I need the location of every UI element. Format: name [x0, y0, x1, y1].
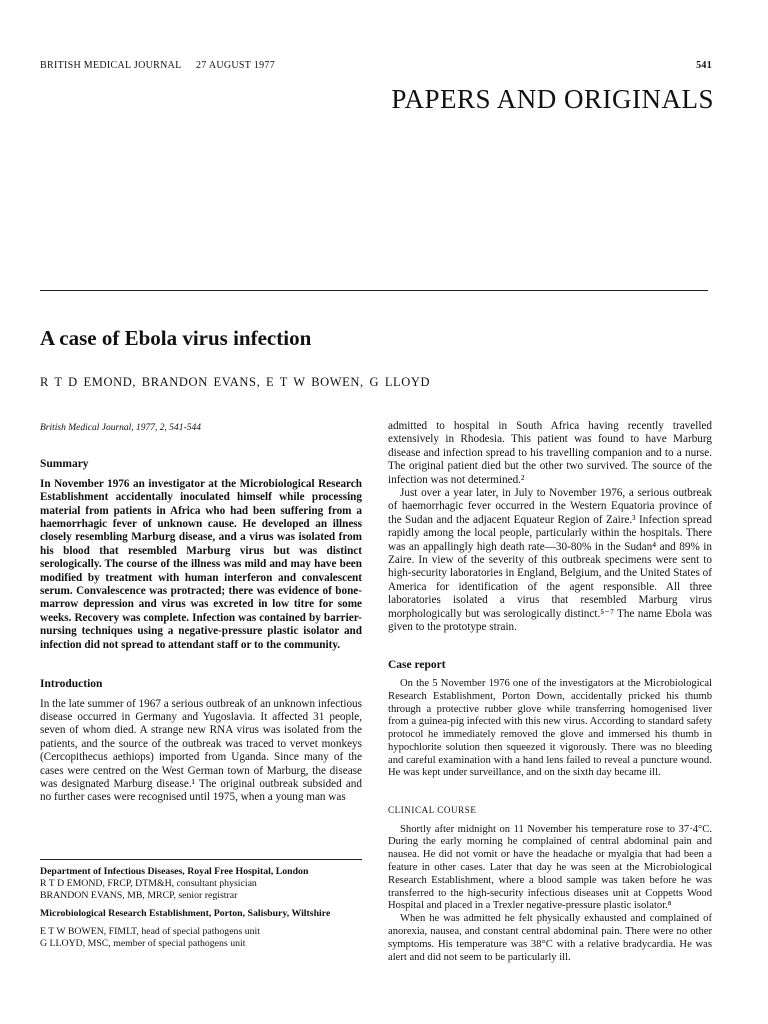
article-title: A case of Ebola virus infection [40, 326, 312, 350]
affiliations [40, 859, 362, 950]
right-column [388, 420, 712, 964]
issue-date: 27 AUGUST 1977 [196, 60, 276, 71]
introduction-para-1-continued: admitted to hospital in South Africa having recently travelled extensively in Rhodesia. This patient was found to have Marburg disease and infection spread to his travelling companion and to a nurse. The original patient died but the other two survived. The source of the infection was not determined.² [388, 420, 712, 486]
affiliation-author-3: E T W BOWEN, FIMLT, head of special pathogens unit [40, 926, 260, 937]
clinical-course-heading: CLINICAL COURSE [388, 805, 477, 816]
page-number: 541 [696, 60, 712, 71]
introduction-para-1: In the late summer of 1967 a serious outbreak of an unknown infectious disease occurred in Germany and Yugoslavia. It affected 31 people, seven of whom died. A strange new RNA virus was isolated from the patients, and the source of the outbreak was traced to vervet monkeys (Cercopithecus aethiops) imported from Uganda. Since many of the cases were centred on the West German town of Marburg, the disease was designated Marburg disease.¹ The original outbreak subsided and no further cases were recognised until 1975, when a young man was [40, 697, 362, 804]
clinical-course-para-1: Shortly after midnight on 11 November his temperature rose to 37·4°C. During the early morning he complained of central abdominal pain and nausea. He did not vomit or have the headache or myalgia that had been a feature in other cases. Later that day he was seen at the Microbiological Research Establishment, where a blood sample was taken before he was transferred to the high-security infectious diseases unit at Coppetts Wood Hospital and placed in a Trexler negative-pressure plastic isolator.⁸ [388, 823, 712, 912]
case-report-text: On the 5 November 1976 one of the investigators at the Microbiological Research Establishment, Porton Down, accidentally pricked his thumb through a protective rubber glove while transferring homogenised liver from a guinea-pig infected with this new virus. According to standard safety protocol he immediately removed the glove and immersed his thumb in hypochlorite solution then squeezed it vigorously. There was no bleeding and careful examination with a hand lens failed to reveal a puncture wound. He was kept under surveillance, and on the sixth day became ill. [388, 677, 712, 779]
journal-name: BRITISH MEDICAL JOURNAL [40, 60, 182, 71]
title-divider [40, 290, 708, 291]
section-title: PAPERS AND ORIGINALS [391, 84, 714, 114]
left-column [40, 422, 362, 805]
author-list: R T D EMOND, BRANDON EVANS, E T W BOWEN, G LLOYD [40, 375, 431, 389]
citation: British Medical Journal, 1977, 2, 541-544 [40, 423, 201, 433]
affiliation-author-4: G LLOYD, MSC, member of special pathogens unit [40, 938, 246, 949]
case-report-heading: Case report [388, 658, 446, 671]
affiliation-institution-1: Department of Infectious Diseases, Royal Free Hospital, London [40, 866, 309, 877]
affiliation-institution-2: Microbiological Research Establishment, Porton, Salisbury, Wiltshire [40, 908, 331, 919]
clinical-course-para-2: When he was admitted he felt physically exhausted and complained of anorexia, nausea, and constant central abdominal pain. There were no other symptoms. His temperature was 38°C with a relative bradycardia. He was alert and did not seem to be particularly ill. [388, 913, 712, 963]
summary-heading: Summary [40, 458, 89, 471]
summary-text: In November 1976 an investigator at the Microbiological Research Establishment accidentally inoculated himself while processing material from patients in Africa who had been suffering from a haemorrhagic fever of unknown cause. He developed an illness closely resembling Marburg disease, and a virus was isolated from his blood that resembled Marburg virus but was distinct serologically. The course of the illness was mild and may have been modified by treatment with human interferon and convalescent serum. Convalescence was protracted; there was evidence of bone-marrow depression and virus was excreted in low titre for some weeks. Recovery was complete. Infection was contained by barrier-nursing techniques using a negative-pressure plastic isolator and infection did not spread to attendant staff or to the community. [40, 477, 362, 651]
introduction-para-2: Just over a year later, in July to November 1976, a serious outbreak of haemorrhagic fever occurred in the Western Equatoria province of the Sudan and the adjacent Equateur Region of Zaire.³ Infection spread rapidly among the local people, particularly within the hospitals. There was an appallingly high death rate—30-80% in the Sudan⁴ and 89% in Zaire. In view of the severity of this outbreak specimens were sent to high-security laboratories in England, Belgium, and the United States of America for identification of the agent responsible. All three laboratories isolated a virus that resembled Marburg virus morphologically but was serologically distinct.⁵⁻⁷ The name Ebola was given to the prototype strain. [388, 487, 712, 634]
introduction-heading: Introduction [40, 678, 103, 691]
affiliation-author-2: BRANDON EVANS, MB, MRCP, senior registrar [40, 890, 238, 901]
affiliation-author-1: R T D EMOND, FRCP, DTM&H, consultant physician [40, 878, 257, 889]
